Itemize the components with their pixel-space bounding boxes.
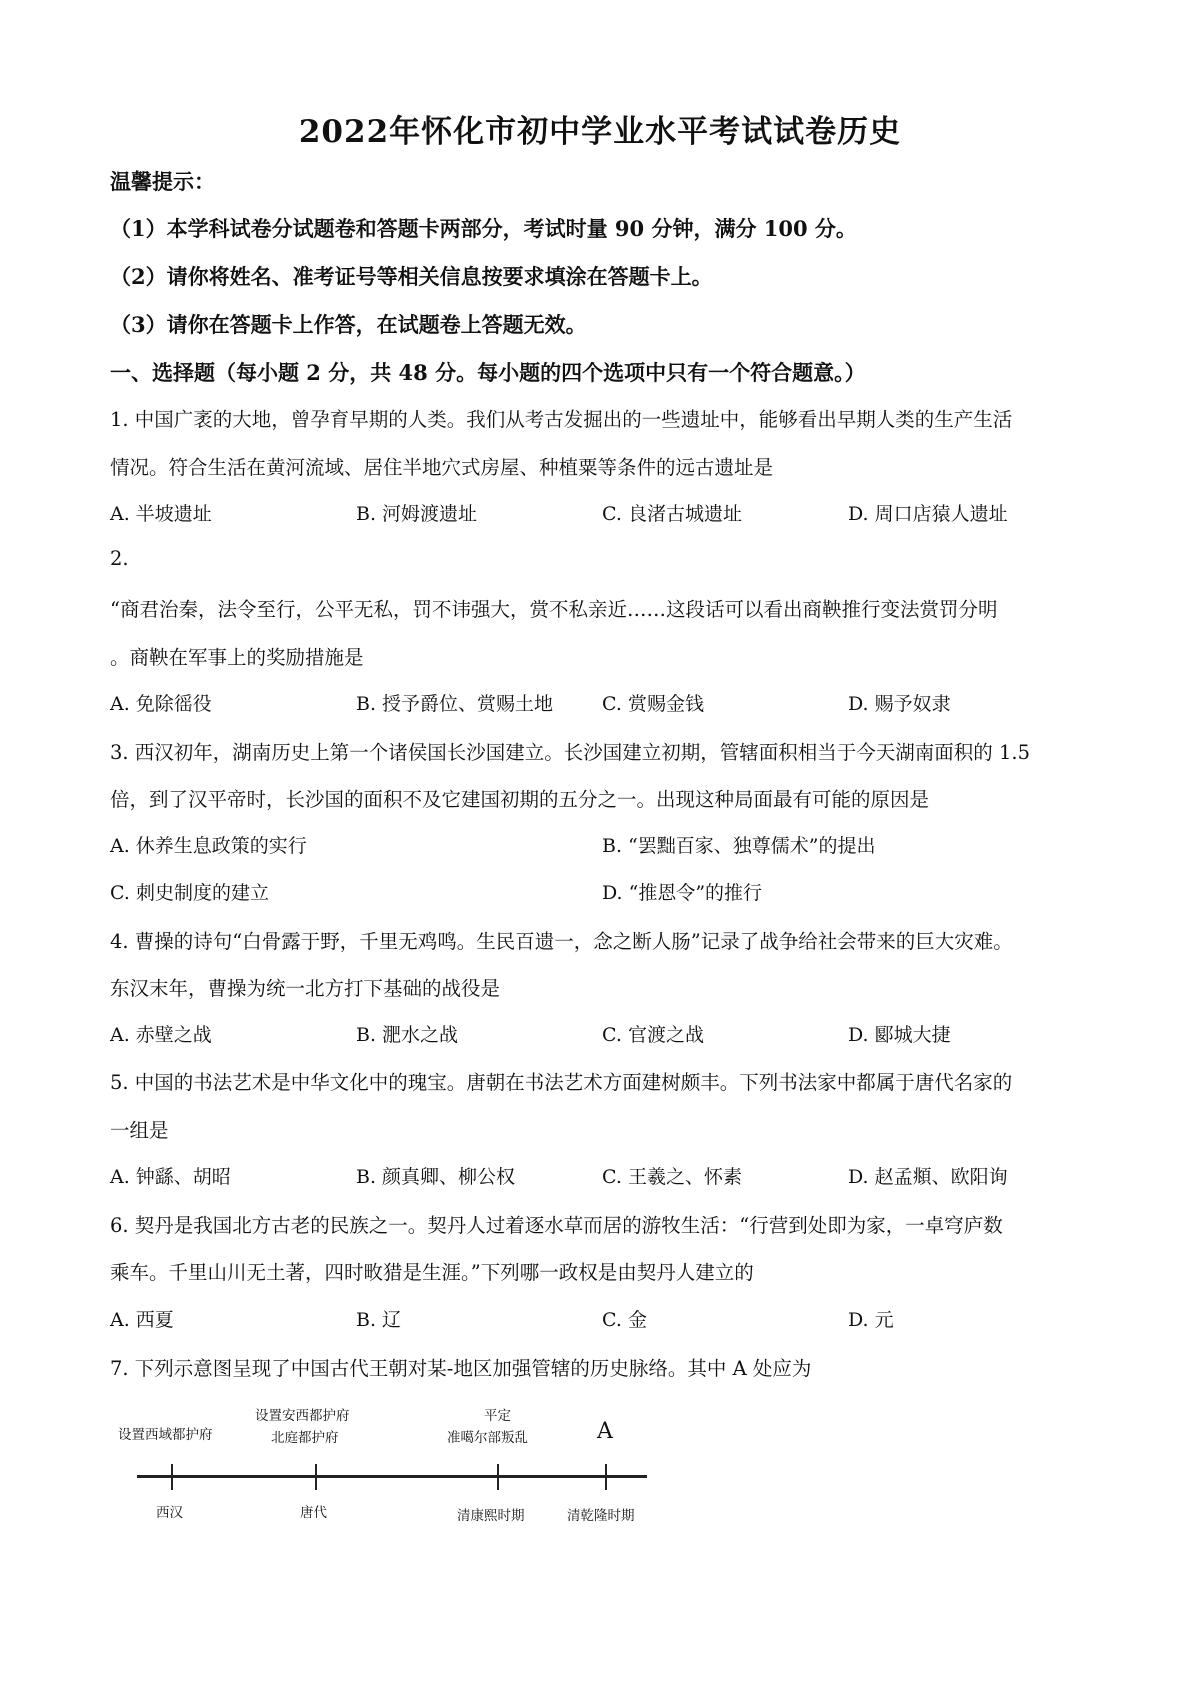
q6-option-c: C. 金 bbox=[602, 1309, 647, 1331]
q1-line2: 情况。符合生活在黄河流域、居住半地穴式房屋、种植粟等条件的远古遗址是 bbox=[110, 456, 774, 479]
q1-option-b: B. 河姆渡遗址 bbox=[356, 503, 478, 525]
timeline-label-a: A bbox=[597, 1419, 613, 1444]
q1-option-a: A. 半坡遗址 bbox=[110, 503, 212, 525]
q3-option-c: C. 刺史制度的建立 bbox=[110, 882, 269, 904]
q2-line2: “商君治秦，法令至行，公平无私，罚不讳强大，赏不私亲近……这段话可以看出商鞅推行变法赏罚分明 bbox=[110, 598, 998, 621]
q3-option-d: D. “推恩令”的推行 bbox=[602, 882, 763, 904]
q5-option-c: C. 王羲之、怀素 bbox=[602, 1166, 742, 1188]
q4-option-a: A. 赤壁之战 bbox=[110, 1024, 212, 1046]
q3-line1: 3. 西汉初年，湖南历史上第一个诸侯国长沙国建立。长沙国建立初期，管辖面积相当于今天湖南面积的 1.5 bbox=[110, 741, 1031, 764]
q7-line1: 7. 下列示意图呈现了中国古代王朝对某-地区加强管辖的历史脉络。其中 A 处应为 bbox=[110, 1357, 812, 1380]
timeline-period-qianlong: 清乾隆时期 bbox=[567, 1508, 635, 1524]
q4-option-d: D. 郾城大捷 bbox=[848, 1024, 951, 1046]
q4-option-c: C. 官渡之战 bbox=[602, 1024, 704, 1046]
tip-1: （1）本学科试卷分试题卷和答题卡两部分，考试时量 90 分钟，满分 100 分。 bbox=[110, 216, 857, 241]
q6-line2: 乘车。千里山川无土著，四时畋猎是生涯。”下列哪一政权是由契丹人建立的 bbox=[110, 1261, 754, 1284]
q1-line1: 1. 中国广袤的大地，曾孕育早期的人类。我们从考古发掘出的一些遗址中，能够看出早期人类的生产生活 bbox=[110, 408, 1013, 431]
page-title: 2022年怀化市初中学业水平考试试卷历史 bbox=[298, 114, 902, 150]
section-heading: 一、选择题（每小题 2 分，共 48 分。每小题的四个选项中只有一个符合题意。） bbox=[110, 360, 866, 385]
timeline-period-tang: 唐代 bbox=[300, 1505, 327, 1521]
q1-option-d: D. 周口店猿人遗址 bbox=[848, 503, 1008, 525]
q1-option-c: C. 良渚古城遗址 bbox=[602, 503, 742, 525]
timeline-label-zhungeer: 准噶尔部叛乱 bbox=[447, 1430, 528, 1446]
timeline-period-kangxi: 清康熙时期 bbox=[457, 1508, 525, 1524]
q2-option-c: C. 赏赐金钱 bbox=[602, 693, 704, 715]
timeline-tick-tang bbox=[315, 1464, 317, 1490]
q5-option-a: A. 钟繇、胡昭 bbox=[110, 1166, 231, 1188]
timeline-axis bbox=[137, 1475, 647, 1478]
q5-option-d: D. 赵孟頫、欧阳询 bbox=[848, 1166, 1008, 1188]
q4-line2: 东汉末年，曹操为统一北方打下基础的战役是 bbox=[110, 977, 501, 1000]
timeline-tick-kangxi bbox=[497, 1464, 499, 1490]
q5-line2: 一组是 bbox=[110, 1119, 169, 1142]
q4-option-b: B. 淝水之战 bbox=[356, 1024, 459, 1046]
timeline-label-pingding: 平定 bbox=[484, 1408, 511, 1424]
q3-option-a: A. 休养生息政策的实行 bbox=[110, 835, 307, 857]
q6-option-d: D. 元 bbox=[848, 1309, 894, 1331]
q2-option-d: D. 赐予奴隶 bbox=[848, 693, 951, 715]
timeline-tick-qianlong bbox=[605, 1464, 607, 1490]
timeline-label-anxi: 设置安西都护府 bbox=[255, 1408, 350, 1424]
q2-option-a: A. 免除徭役 bbox=[110, 693, 212, 715]
tip-2: （2）请你将姓名、准考证号等相关信息按要求填涂在答题卡上。 bbox=[110, 264, 713, 289]
q2-option-b: B. 授予爵位、赏赐土地 bbox=[356, 693, 554, 715]
timeline-period-xihan: 西汉 bbox=[156, 1505, 183, 1521]
timeline-label-xiyu: 设置西域都护府 bbox=[118, 1427, 213, 1443]
q2-line3: 。商鞅在军事上的奖励措施是 bbox=[110, 646, 364, 669]
q5-option-b: B. 颜真卿、柳公权 bbox=[356, 1166, 516, 1188]
q3-line2: 倍，到了汉平帝时，长沙国的面积不及它建国初期的五分之一。出现这种局面最有可能的原因是 bbox=[110, 788, 930, 811]
q2-line1: 2. bbox=[110, 547, 129, 570]
tip-3: （3）请你在答题卡上作答，在试题卷上答题无效。 bbox=[110, 312, 587, 337]
timeline-label-beiting: 北庭都护府 bbox=[271, 1430, 339, 1446]
q6-line1: 6. 契丹是我国北方古老的民族之一。契丹人过着逐水草而居的游牧生活：“行营到处即为家，一卓穹庐数 bbox=[110, 1214, 1003, 1237]
q5-line1: 5. 中国的书法艺术是中华文化中的瑰宝。唐朝在书法艺术方面建树颇丰。下列书法家中都属于唐代名家的 bbox=[110, 1071, 1013, 1094]
q4-line1: 4. 曹操的诗句“白骨露于野，千里无鸡鸣。生民百遗一，念之断人肠”记录了战争给社会带来的巨大灾难。 bbox=[110, 930, 1013, 953]
q6-option-b: B. 辽 bbox=[356, 1309, 402, 1331]
timeline-tick-xihan bbox=[171, 1464, 173, 1490]
q6-option-a: A. 西夏 bbox=[110, 1309, 174, 1331]
q3-option-b: B. “罢黜百家、独尊儒术”的提出 bbox=[602, 835, 876, 857]
tips-heading: 温馨提示： bbox=[110, 169, 215, 194]
